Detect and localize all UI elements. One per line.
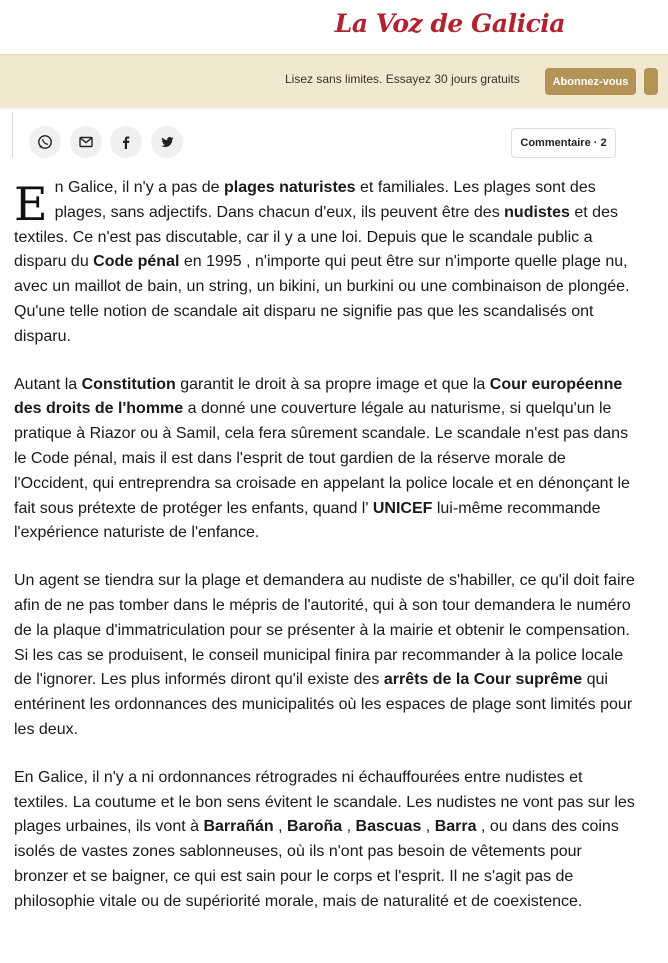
banner-shadow: [0, 106, 668, 110]
whatsapp-icon: [37, 134, 53, 150]
paragraph-2: Autant la Constitution garantit le droit à sa propre image et que la Cour européenne des droits de l'homme a donné une couverture légale au naturisme, si quelqu'un le pratique à Riazor ou à Samil, cela fera sûrement scandale. Le scandale n'est pas dans le Code pénal, mais il est dans l'esprit de tout gardien de la réserve morale de l'Occident, qui entreprendra sa croisade en appelant la police locale et en dénonçant le fait sous prétexte de protéger les enfants, quand l' UNICEF lui-même recommande l'expérience naturiste de l'enfance.: [14, 375, 630, 542]
article-body: [14, 176, 640, 938]
link-barranan[interactable]: Barrañán: [203, 818, 274, 836]
link-unicef[interactable]: UNICEF: [372, 499, 433, 517]
twitter-share-button[interactable]: [151, 126, 183, 158]
link-cour-supreme[interactable]: arrêts de la Cour suprême: [383, 671, 583, 689]
mail-icon: [78, 134, 94, 150]
facebook-icon: [118, 134, 134, 150]
comments-button[interactable]: Commentaire · 2: [511, 128, 616, 158]
link-barra[interactable]: Barra: [434, 818, 477, 836]
link-constitution[interactable]: Constitution: [81, 375, 176, 393]
link-plages-naturistes[interactable]: plages naturistes: [223, 179, 356, 196]
link-bascuas[interactable]: Bascuas: [355, 818, 422, 836]
twitter-icon: [159, 134, 175, 150]
site-header: [0, 0, 668, 54]
paragraph-3: Un agent se tiendra sur la plage et demandera au nudiste de s'habiller, ce qu'il doit faire afin de ne pas tomber dans le mépris de l'autorité, qui à son tour demandera le numéro de la plaque d'immatriculation pour se présenter à la mairie et obtenir le compensation. Si les cas se produisent, le conseil municipal finira par recommander à la police locale de l'ignorer. Les plus informés diront qu'il existe des arrêts de la Cour suprême qui entérinent les ordonnances des municipalités où les espaces de plage sont limités pour les deux.: [14, 572, 635, 738]
link-cour-europeenne[interactable]: Cour européenne des droits de l'homme: [14, 375, 623, 418]
paragraph-4: En Galice, il n'y a ni ordonnances rétrogrades ni échauffourées entre nudistes et textiles. La coutume et le bon sens évitent le scandale. Les nudistes ne vont pas sur les plages urbaines, ils vont à Barrañán , Baroña , Bascuas , Barra , ou dans des coins isolés de vastes zones sablonneuses, où ils n'ont pas besoin de vêtements pour bronzer et se baigner, ce qui est sain pour le corps et l'esprit. Il ne s'agit pas de philosophie vitale ou de supériorité morale, mais de naturalité et de coexistence.: [14, 768, 635, 910]
banner-side-button[interactable]: [644, 68, 658, 95]
whatsapp-share-button[interactable]: [29, 126, 61, 158]
link-barona[interactable]: Baroña: [287, 818, 343, 836]
email-share-button[interactable]: [70, 126, 102, 158]
facebook-share-button[interactable]: [110, 126, 142, 158]
subscribe-button[interactable]: Abonnez-vous: [545, 68, 636, 95]
subscription-banner: [0, 54, 668, 107]
site-logo[interactable]: La Voz de Galicia: [334, 9, 565, 38]
subscription-text: Lisez sans limites. Essayez 30 jours gratuits: [285, 72, 520, 86]
link-nudistes[interactable]: nudistes: [504, 203, 570, 221]
paragraph-1: En Galice, il n'y a pas de plages naturistes et familiales. Les plages sont des plages, sans adjectifs. Dans chacun d'eux, ils peuvent être des nudistes et des textiles. Ce n'est pas discutable, car il y a une loi. Depuis que le scandale public a disparu du Code pénal en 1995 , n'importe qui peut être sur n'importe quelle plage nu, avec un maillot de bain, un string, un bikini, un burkini ou une combinaison de plongée. Qu'une telle notion de scandale ait disparu ne signifie pas que les scandalisés ont disparu.: [14, 177, 630, 345]
link-code-penal[interactable]: Code pénal: [93, 253, 180, 271]
divider-line: [12, 112, 13, 158]
drop-cap: E: [14, 177, 48, 231]
